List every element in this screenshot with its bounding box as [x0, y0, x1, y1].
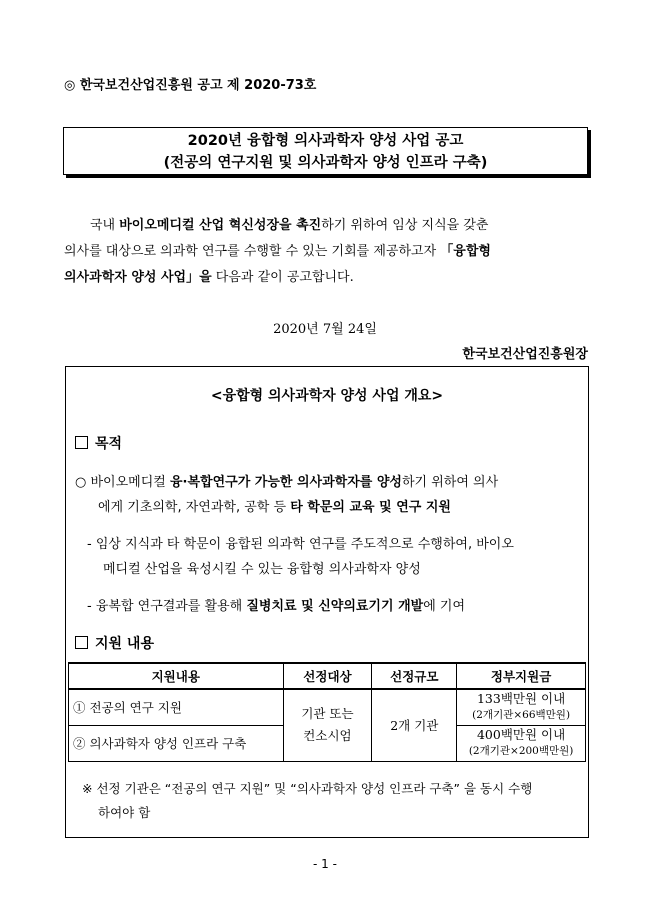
- purpose-heading-label: 목적: [95, 436, 123, 452]
- amount-value: 400백만원 이내: [476, 727, 566, 742]
- title-box: [63, 127, 588, 175]
- intro-line-2: [64, 239, 586, 265]
- support-table: [68, 662, 586, 762]
- amount-cell: [457, 689, 586, 725]
- bullet-text: ○ 바이오메디컬: [75, 475, 170, 490]
- purpose-bullet-1-line-2: [98, 496, 451, 515]
- dash-emphasis: 질병치료 및 신약의료기기 개발: [246, 599, 424, 614]
- overview-title: <융합형 의사과학자 양성 사업 개요>: [210, 388, 444, 404]
- amount-value: 133백만원 이내: [476, 691, 566, 707]
- selection-note: [82, 777, 532, 825]
- support-content-cell: ① 전공의 연구 지원: [69, 689, 284, 725]
- intro-emphasis: 의사과학자 양성 사업」을: [64, 270, 212, 285]
- bullet-emphasis: 융·복합연구가 가능한 의사과학자를 양성: [169, 475, 402, 490]
- purpose-dash-1: - 임상 지식과 타 학문이 융합된 의과학 연구를 주도적으로 수행하여, 바이오: [87, 537, 514, 552]
- intro-text: 하기 위하여 임상 지식을 갖춘: [321, 218, 489, 233]
- overview-box: [65, 366, 589, 838]
- page-number: - 1 -: [313, 857, 337, 871]
- intro-text: 국내: [90, 218, 120, 233]
- column-header: 정부지원금: [457, 663, 586, 689]
- note-line-1: ※ 선정 기관은 “전공의 연구 지원” 및 “의사과학자 양성 인프라 구축” 을 동시 수행: [82, 781, 533, 796]
- column-header: 선정대상: [283, 663, 372, 689]
- title-line-2: (전공의 연구지원 및 의사과학자 양성 인프라 구축): [163, 155, 488, 171]
- issuer: 한국보건산업진흥원장: [462, 347, 588, 362]
- target-line-1: 기관 또는: [301, 706, 354, 722]
- purpose-bullet-1: [75, 471, 498, 490]
- notice-date: 2020년 7월 24일: [273, 322, 377, 337]
- support-heading: [75, 633, 154, 653]
- bullet-text: 하기 위하여 의사: [401, 475, 499, 490]
- amount-detail: (2개기관×200백만원): [468, 745, 574, 757]
- target-line-2: 컨소시엄: [303, 728, 352, 744]
- support-content-cell: ② 의사과학자 양성 인프라 구축: [69, 725, 284, 761]
- intro-text: 다음과 같이 공고합니다.: [211, 270, 354, 285]
- amount-cell: [457, 725, 586, 761]
- table-row: [69, 689, 586, 725]
- notice-number: ◎ 한국보건산업진흥원 공고 제 2020-73호: [64, 78, 317, 93]
- column-header: 지원내용: [69, 663, 284, 689]
- purpose-dash-2: [87, 595, 465, 614]
- dash-text: 에 기여: [423, 599, 466, 614]
- intro-emphasis: 바이오메디컬 산업 혁신성장을 촉진: [119, 218, 322, 233]
- intro-paragraph: [64, 213, 586, 291]
- support-heading-label: 지원 내용: [95, 636, 154, 652]
- amount-detail: (2개기관×66백만원): [472, 709, 571, 722]
- selection-scale-cell: 2개 기관: [372, 689, 457, 761]
- intro-line-1: [64, 213, 586, 239]
- column-header: 선정규모: [372, 663, 457, 689]
- dash-text: - 융복합 연구결과를 활용해: [87, 599, 247, 614]
- selection-target-cell: [283, 689, 372, 761]
- note-line-2: 하여야 함: [98, 805, 151, 820]
- bullet-text: 에게 기초의학, 자연과학, 공학 등: [98, 500, 291, 515]
- purpose-heading: [75, 433, 122, 453]
- bullet-emphasis: 타 학문의 교육 및 연구 지원: [290, 500, 451, 515]
- intro-emphasis: 「융합형: [440, 244, 491, 259]
- checkbox-square-icon: [75, 636, 88, 649]
- intro-text: 의사를 대상으로 의과학 연구를 수행할 수 있는 기회를 제공하고자: [64, 244, 441, 259]
- title-line-1: 2020년 융합형 의사과학자 양성 사업 공고: [187, 133, 464, 149]
- table-header-row: [69, 663, 586, 689]
- intro-line-3: [64, 265, 586, 291]
- checkbox-square-icon: [75, 436, 88, 449]
- purpose-dash-1-line-2: 메디컬 산업을 육성시킬 수 있는 융합형 의사과학자 양성: [103, 562, 421, 577]
